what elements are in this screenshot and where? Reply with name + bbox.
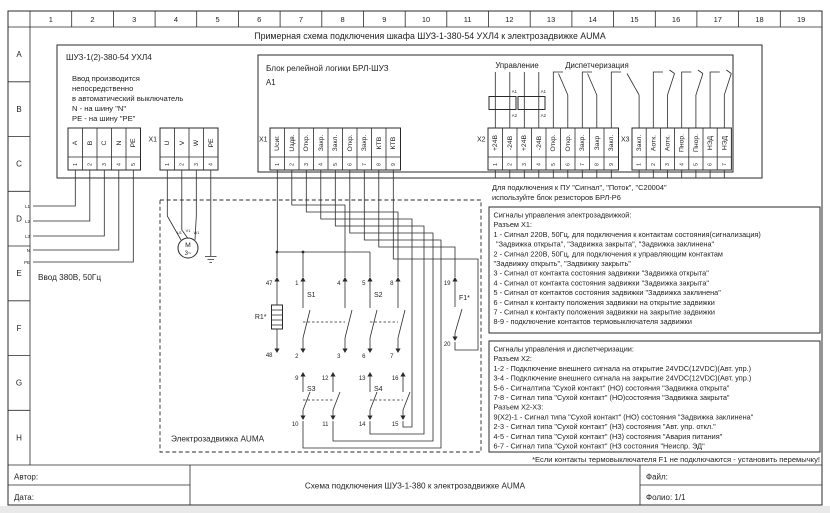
terminal-label: Закр. (579, 134, 587, 152)
grid-col-label: 8 (340, 15, 345, 24)
terminal-pin: 4 (318, 163, 325, 166)
grid-row-label: C (16, 159, 22, 169)
coil-contact-wires (495, 70, 731, 128)
terminal-pin: 4 (116, 163, 123, 166)
grid-col-label: 4 (173, 15, 178, 24)
terminal-pin: 1 (636, 163, 643, 166)
drawing-title: Примерная схема подключения шкафа ШУЗ-1-380-54 УХЛ4 к электрозадвижке AUMA (254, 31, 606, 41)
terminal-pin: 3 (665, 163, 672, 166)
grid-col-label: 3 (132, 15, 137, 24)
relay-coil-k2 (518, 97, 545, 110)
x1-strip-name: X1 (258, 136, 268, 144)
terminal-label: НЭД (707, 135, 715, 151)
terminal-pin: 1 (492, 163, 499, 166)
info-line: 1-2 - Подключение внешнего сигнала на открытие 24VDC(12VDC)(Авт. упр.) (493, 363, 752, 373)
terminal-pin: 5 (550, 163, 557, 166)
terminal-label: Откр. (550, 134, 558, 152)
grid-col-label: 7 (298, 15, 303, 24)
terminal-label: N (115, 140, 123, 146)
terminal-pin: 2 (179, 163, 186, 166)
info-line: 2-3 - Сигнал типа "Сухой контакт" (НЗ) состояния "Авт. упр. откл." (493, 422, 716, 432)
terminal-label: -24В (506, 135, 514, 151)
terminal-label: -24В (535, 135, 543, 151)
terminal-label: +24В (492, 134, 500, 152)
info-line: 4-5 - Сигнал типа "Сухой контакт" (НЗ) состояния "Авария питания" (493, 431, 723, 441)
pin-label: 15 (391, 422, 399, 428)
pin-label: 19 (443, 281, 451, 287)
coil-pin-label: А2 (511, 113, 517, 118)
info-line: 3 - Сигнал от контакта состояния задвижки "Задвижка открыта" (493, 268, 709, 278)
info-line: 4 - Сигнал от контакта состояния задвижки "Задвижка закрыта" (493, 278, 709, 288)
info-line: 7-8 - Сигнал типа "Сухой контакт" (НО)состояния "Задвижка закрыта" (493, 393, 730, 402)
grid-row-label: G (15, 378, 23, 388)
grid-row-label: E (16, 269, 22, 279)
cabinet-note-line: Ввод производится (72, 74, 140, 83)
terminal-label: КТВ (390, 136, 398, 150)
terminal-label: Закл. (636, 134, 644, 152)
x3-strip-name: X3 (620, 136, 630, 144)
grid-col-label: 1 (48, 15, 53, 24)
ter minal-pin: 5 (332, 163, 339, 166)
info-line: "Задвижка открыта", "Задвижка закрыта", "Задвижка заклинена" (496, 239, 715, 249)
motor-terminal-label: U1 (177, 230, 182, 235)
grid-col-label: 5 (215, 15, 220, 24)
terminal-label: B (86, 140, 94, 146)
motor-terminal-label: W1 (193, 230, 200, 235)
cabinet-note-line: N - на шину "N" (72, 104, 127, 113)
motor-terminal-label: V1 (185, 228, 191, 233)
resistor-hatch (272, 310, 283, 325)
terminal-label: Закл. (332, 134, 340, 152)
pin-label: 7 (390, 354, 394, 360)
terminal-label: +24В (521, 134, 529, 152)
info-line: Сигналы управления электрозадвижкой: (493, 210, 632, 220)
terminal-pin: 6 (565, 163, 572, 166)
plug-pin-arrows (274, 277, 457, 420)
cabinet-label: ШУЗ-1(2)-380-54 УХЛ4 (66, 53, 152, 62)
pin-label: 20 (443, 342, 451, 348)
terminal-pin: 3 (101, 163, 108, 166)
switch-ref: S3 (307, 386, 316, 393)
pin-label: 13 (358, 376, 366, 382)
terminal-pin: 1 (274, 163, 281, 166)
valve-wiring (277, 170, 478, 448)
terminal-pin: 8 (376, 163, 383, 166)
terminal-label: Uздв. (288, 134, 296, 152)
terminal-label: Uсиг. (274, 135, 282, 151)
pin-label: 5 (362, 281, 366, 287)
grid-row-label: A (16, 50, 22, 59)
cabinet-note-line: РЕ - на шину "РЕ" (72, 114, 136, 123)
coil-pin-label: А2 (540, 113, 546, 118)
feed-line-label: L2 (24, 219, 30, 224)
relay-symbols (489, 70, 731, 128)
cabinet-note-line: непосредственно (72, 84, 134, 93)
grid-col-label: 15 (630, 15, 639, 24)
pin-label: 1 (295, 281, 299, 287)
terminal-label: Закр (593, 135, 601, 151)
terminal-pin: 7 (721, 163, 728, 166)
terminal-label: Откр. (564, 134, 572, 152)
info-line: 2 - Сигнал 220В, 50Гц, для подключения к управляющим контактам (493, 249, 723, 259)
feed-line-label: PE (23, 260, 30, 265)
coil-pin-label: А1 (511, 89, 517, 94)
terminal-label: V (178, 140, 186, 146)
terminal-pin: 3 (193, 163, 200, 166)
grid-col-label: 19 (797, 15, 806, 24)
terminal-label: КТВ (375, 136, 383, 150)
motor-phase: 3~ (184, 250, 192, 257)
terminal-label: Пнор. (692, 133, 700, 153)
feed-label: Ввод 380В, 50Гц (38, 273, 102, 282)
date-label: Дата: (14, 493, 34, 502)
terminal-pin: 5 (130, 163, 137, 166)
grid-col-label: 18 (755, 15, 764, 24)
relay-block-ref: A1 (266, 78, 276, 87)
terminal-pin: 3 (521, 163, 528, 166)
grid-col-label: 6 (257, 15, 262, 24)
terminal-pin: 4 (208, 163, 215, 166)
pu-note-line: используйте блок резисторов БРЛ-Р6 (492, 193, 621, 202)
terminal-label: W (193, 139, 201, 147)
terminal-pin: 6 (347, 163, 354, 166)
feed-line-label: L3 (24, 234, 30, 239)
pin-label: 47 (265, 281, 273, 287)
motor-strip-name: X1 (148, 136, 157, 144)
terminal-label: Аотк. (650, 134, 658, 152)
info-line: Разъем X2-X3: (493, 402, 544, 412)
terminal-pin: 2 (650, 163, 657, 166)
resistor-ref: R1* (254, 314, 267, 321)
terminal-label: Закл. (608, 134, 616, 152)
grid-row-label: B (16, 104, 22, 114)
terminal-label: C (101, 140, 109, 146)
info-line: 3-4 - Подключение внешнего сигнала на закрытие 24VDC(12VDC)(Авт. упр.) (493, 373, 752, 383)
grid-col-label: 14 (588, 15, 597, 24)
grid-col-label: 9 (382, 15, 387, 24)
terminal-label: Аотк. (664, 134, 672, 152)
pin-label: 4 (337, 281, 341, 287)
terminal-pin: 2 (87, 163, 94, 166)
relay-block-title: Блок релейной логики БРЛ-ШУЗ (266, 64, 389, 73)
pin-label: 10 (291, 422, 299, 428)
cabinet-note-line: в автоматический выключатель (72, 94, 184, 103)
pin-label: 16 (391, 376, 399, 382)
relay-coil-k1 (489, 97, 516, 110)
terminal-pin: 8 (594, 163, 601, 166)
info-line: 6 - Сигнал к контакту положения задвижки на открытие задвижки (493, 297, 715, 307)
switch-ref: S2 (374, 292, 383, 299)
terminal-pin: 7 (361, 163, 368, 166)
title-block (14, 473, 686, 503)
grid-row-label: F (16, 323, 22, 333)
junction-dot (302, 251, 305, 254)
info-line: 7 - Сигнал к контакту положения задвижки на закрытие задвижки (493, 307, 715, 317)
info-line: 8-9 - подключение контактов термовыключателя задвижки (493, 317, 692, 327)
grid-col-label: 16 (671, 15, 681, 24)
terminal-pin: 9 (608, 163, 615, 166)
switch-ref: S4 (374, 386, 383, 393)
terminal-pin: 9 (390, 163, 397, 166)
pin-label: 8 (390, 281, 394, 287)
x2-strip-name: X2 (476, 136, 486, 144)
cabinet-note (72, 74, 183, 123)
grid-col-label: 13 (546, 15, 556, 24)
grid-col-label: 2 (90, 15, 95, 24)
info-line: 9(X2)-1 - Сигнал типа "Сухой контакт" (НО) состояния "Задвижка заклинена" (493, 412, 754, 422)
terminal-pin: 1 (164, 163, 171, 166)
terminal-pin: 7 (579, 163, 586, 166)
cabinet-box (57, 45, 762, 178)
info-line: 1 - Сигнал 220В, 50Гц, для подключения к контактам состояния(сигнализация) (493, 229, 761, 239)
info-line: "Задвижку открыть", "Задвижку закрыть" (493, 259, 631, 268)
grid-row-label: H (16, 433, 22, 443)
terminal-label: A (72, 140, 80, 146)
info-line: Разъем X2: (493, 354, 532, 364)
valve-pin-labels (266, 281, 451, 428)
terminal-label: PE (130, 138, 138, 148)
terminal-label: PE (207, 138, 215, 148)
coil-pin-label: А1 (540, 89, 546, 94)
sheet-edge-shadow (0, 506, 830, 513)
grid-col-label: 17 (713, 15, 722, 24)
terminal-pin: 2 (289, 163, 296, 166)
folio-label: Фолио: 1/1 (646, 493, 686, 502)
info-line: 5-6 - Сигналтипа "Сухой контакт" (НО) состояния "Задвижка открыта" (493, 383, 730, 393)
info-line: Сигналы управления и диспетчеризации: (493, 344, 634, 354)
terminal-label: Откр. (303, 134, 311, 152)
footnote: *Если контакты термовыключателя F1 не подключаются - установить перемычку! (532, 455, 820, 464)
junction-dot (276, 251, 279, 254)
pin-label: 48 (265, 353, 273, 359)
switch-coupling-lines (303, 322, 403, 400)
info-line: 5 - Сигнал от контактов состояния задвижки "Задвижка заклинена" (493, 288, 721, 298)
file-label: Файл: (646, 472, 668, 482)
thermo-switch-ref: F1* (459, 295, 470, 302)
author-label: Автор: (14, 472, 39, 482)
motor-symbol: M (185, 242, 191, 249)
terminal-pin: 4 (679, 163, 686, 166)
x1-info-text (494, 211, 761, 327)
terminal-pin: 6 (707, 163, 714, 166)
grid-col-label: 10 (421, 15, 431, 24)
switch-ref: S1 (307, 292, 316, 299)
pu-note-line: Для подключения к ПУ "Сигнал", "Поток", "C20004" (492, 183, 667, 192)
info-line: Разъем X1: (493, 220, 532, 230)
feed-line-label: N (26, 248, 30, 253)
terminal-pin: 5 (693, 163, 700, 166)
info-line: 6-7 - Сигнал типа "Сухой контакт" (НЗ состояния "Неиспр. ЭД" (493, 441, 705, 451)
document-title: Схема подключения ШУЗ-1-380 к электрозадвижке AUMA (304, 481, 526, 491)
terminal-label: Пнор. (678, 133, 686, 153)
terminal-label: Закр. (317, 134, 325, 152)
feed-line-labels (24, 204, 31, 265)
pin-label: 14 (358, 422, 366, 428)
terminal-label: Откр. (346, 134, 354, 152)
terminal-label: Закр. (361, 134, 369, 152)
feed-wires (33, 170, 133, 262)
control-section-label: Управление (495, 61, 539, 70)
valve-box-label: Электрозадвижка AUMA (171, 434, 265, 444)
x2-info-text (494, 345, 754, 451)
terminal-pin: 4 (536, 163, 543, 166)
pin-label: 6 (362, 354, 366, 360)
pin-label: 2 (295, 354, 299, 360)
pin-label: 12 (321, 376, 329, 382)
feed-line-label: L1 (24, 204, 30, 209)
grid-row-label: D (16, 214, 22, 224)
grid-col-label: 12 (505, 15, 514, 24)
ground-icon (205, 257, 217, 263)
terminal-pin: 3 (303, 163, 310, 166)
dispatch-section-label: Диспетчеризация (565, 61, 629, 70)
pin-label: 11 (322, 422, 329, 428)
pin-label: 9 (295, 376, 299, 382)
grid-col-label: 11 (463, 15, 472, 24)
terminal-label: U (164, 140, 172, 146)
terminal-pin: 1 (72, 163, 79, 166)
ruler-column-labels (49, 15, 806, 24)
terminal-pin: 2 (507, 163, 514, 166)
terminal-label: НЭД (721, 135, 729, 151)
pin-label: 3 (337, 354, 341, 360)
